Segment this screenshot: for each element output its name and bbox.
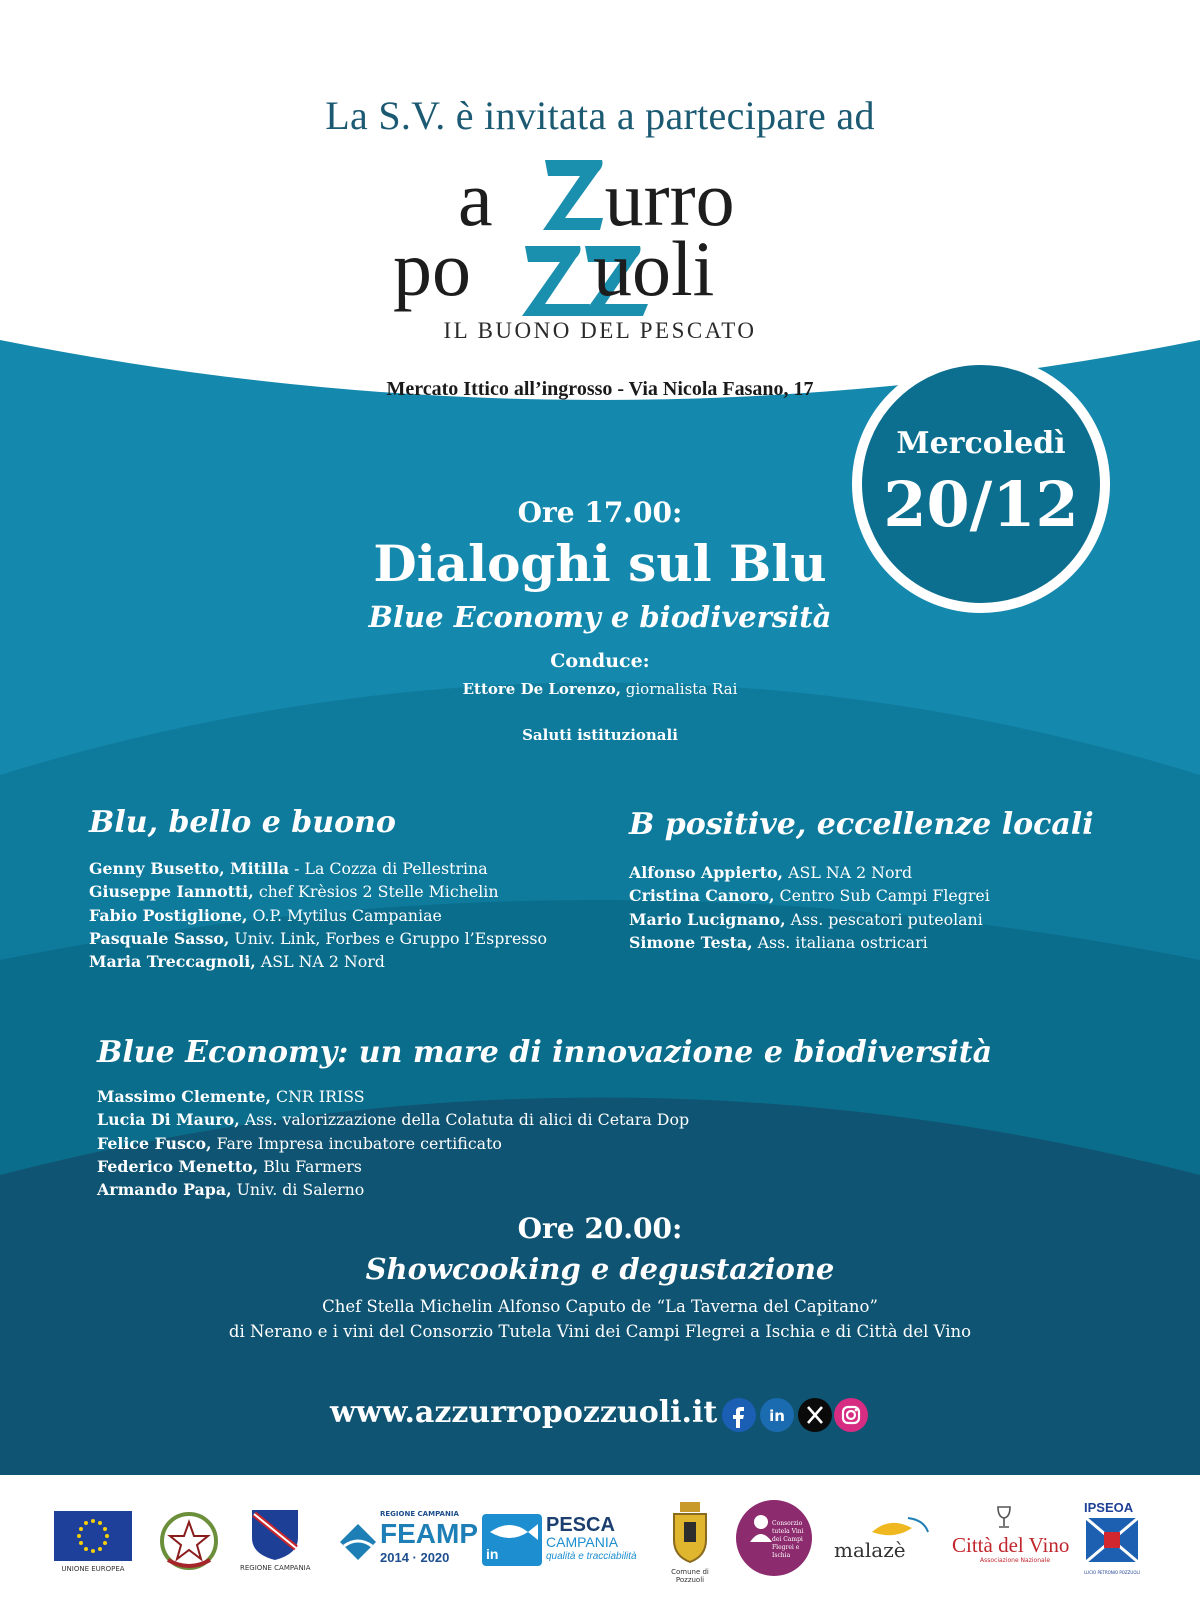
malaze-text: malazè [834, 1538, 906, 1562]
session2-time: Ore 20.00: [517, 1212, 683, 1245]
pesca-fish-badge [482, 1514, 542, 1566]
speaker-name: Mario Lucignano, [629, 909, 786, 929]
logo-line2-rest: uoli [593, 225, 715, 312]
italian-republic-emblem [158, 1510, 220, 1576]
fish-icon [482, 1514, 542, 1548]
invitation-text: La S.V. è invitata a partecipare ad [325, 93, 875, 138]
date-day: Mercoledì [896, 426, 1066, 461]
speaker-row [89, 857, 547, 880]
pesca-sub: qualità e tracciabilità [546, 1551, 637, 1562]
campania-crest-icon [240, 1508, 310, 1560]
facebook-icon[interactable] [722, 1398, 756, 1432]
svg-text:in: in [769, 1407, 785, 1425]
feamp-name: FEAMP [380, 1518, 478, 1549]
speaker-row [97, 1155, 689, 1178]
session1-time: Ore 17.00: [517, 496, 683, 529]
ipseoa-logo [1080, 1500, 1144, 1578]
speaker-name: Lucia Di Mauro, [97, 1110, 240, 1130]
session1-subtitle: Blue Economy e biodiversità [368, 600, 832, 634]
speaker-name: Simone Testa, [629, 932, 753, 952]
session2-line1: Chef Stella Michelin Alfonso Caputo de “La Taverna del Capitano” [322, 1297, 878, 1316]
campania-caption: REGIONE CAMPANIA [240, 1564, 311, 1572]
greetings: Saluti istituzionali [522, 726, 678, 744]
feamp-region: REGIONE CAMPANIA [380, 1510, 459, 1518]
moderator-role: giornalista Rai [621, 680, 738, 698]
speaker-row [629, 884, 990, 907]
speaker-row [629, 861, 990, 884]
speaker-name: Alfonso Appierto, [629, 863, 784, 882]
speaker-row [97, 1178, 689, 1201]
feamp-wave-icon [336, 1516, 380, 1568]
regione-campania-logo [240, 1508, 311, 1572]
wine-glass-icon [994, 1505, 1014, 1529]
speaker-role: Univ. Link, Forbes e Gruppo l’Espresso [229, 928, 548, 948]
moderator-name: Ettore De Lorenzo, [462, 680, 621, 698]
citta-vino-sub: Associazione Nazionale [980, 1557, 1051, 1564]
speaker-row [629, 931, 990, 954]
speaker-row [97, 1132, 689, 1155]
malaze-logo [832, 1514, 932, 1564]
speaker-row [97, 1085, 689, 1108]
speaker-role: Fare Impresa incubatore certificato [211, 1133, 502, 1153]
speaker-role: ASL NA 2 Nord [255, 952, 385, 972]
speaker-role: Ass. valorizzazione della Colatuta di alici di Cetara Dop [239, 1110, 690, 1130]
speaker-role: O.P. Mytilus Campaniae [247, 905, 442, 925]
speaker-role: Univ. di Salerno [231, 1180, 365, 1200]
speaker-role: CNR IRISS [270, 1087, 365, 1106]
website-link[interactable]: www.azzurropozzuoli.it [330, 1395, 718, 1430]
speaker-row [89, 904, 547, 927]
speaker-name: Armando Papa, [97, 1180, 232, 1200]
panel2-title: B positive, eccellenze locali [629, 807, 1094, 842]
pozzuoli-caption: Comune di Pozzuoli [671, 1568, 709, 1584]
session1-title: Dialoghi sul Blu [373, 534, 827, 593]
speaker-name: Federico Menetto, [97, 1156, 259, 1176]
citta-vino-text: Città del Vino [952, 1533, 1070, 1557]
speaker-name: Massimo Clemente, [97, 1087, 271, 1106]
pesca-region: CAMPANIA [546, 1534, 619, 1550]
logo-line1-rest: urro [604, 155, 735, 242]
speaker-row [89, 880, 547, 903]
pesca-name: PESCA [546, 1514, 615, 1536]
eu-logo [54, 1511, 132, 1573]
speaker-role: Ass. pescatori puteolani [785, 909, 983, 929]
comune-pozzuoli-logo [660, 1500, 720, 1584]
pesca-campania-logo [482, 1514, 640, 1566]
speaker-role: Blu Farmers [258, 1156, 362, 1176]
speaker-row [89, 927, 547, 950]
speaker-name: Maria Treccagnoli, [89, 952, 256, 972]
eu-flag-icon [54, 1511, 132, 1561]
panel2-speakers [629, 861, 990, 954]
pesca-in: in [486, 1546, 499, 1562]
speaker-role: chef Krèsios 2 Stelle Michelin [253, 882, 499, 902]
logo-line2-po: po [393, 225, 471, 312]
logo-line1-a: a [458, 155, 493, 242]
speaker-row [629, 908, 990, 931]
ipseoa-crest-icon [1084, 1516, 1140, 1568]
speaker-name: Pasquale Sasso, [89, 928, 230, 948]
pozzuoli-crest-icon [660, 1500, 720, 1564]
instagram-icon[interactable] [834, 1398, 868, 1432]
session2-title: Showcooking e degustazione [365, 1252, 835, 1286]
speaker-row [89, 950, 547, 973]
panel1-speakers [89, 857, 547, 973]
feamp-years: 2014 · 2020 [380, 1550, 450, 1565]
linkedin-icon[interactable] [760, 1398, 794, 1432]
speaker-role: ASL NA 2 Nord [783, 863, 913, 882]
ipseoa-text: IPSEOA [1084, 1500, 1134, 1515]
consorzio-vini-logo [736, 1500, 816, 1576]
speaker-name: Cristina Canoro, [629, 886, 775, 906]
speaker-role: Ass. italiana ostricari [752, 932, 928, 952]
speaker-role: Centro Sub Campi Flegrei [774, 886, 990, 906]
date-number: 20/12 [883, 468, 1079, 541]
speaker-name: Genny Busetto, Mitilla [89, 859, 290, 878]
citta-del-vino-logo [950, 1505, 1070, 1565]
speaker-role: - La Cozza di Pellestrina [289, 859, 488, 878]
tagline: IL BUONO DEL PESCATO [443, 318, 757, 343]
consorzio-caption: Consorzio tutela Vini dei Campi Flegrei e Ischia [772, 1520, 804, 1559]
session2-line2: di Nerano e i vini del Consorzio Tutela Vini dei Campi Flegrei a Ischia e di Città del Vino [228, 1322, 972, 1341]
moderator-label: Conduce: [550, 650, 650, 672]
venue-address: Mercato Ittico all’ingrosso - Via Nicola Fasano, 17 [386, 378, 814, 400]
panel3-speakers [97, 1085, 689, 1201]
x-icon[interactable] [798, 1398, 832, 1432]
eu-caption: UNIONE EUROPEA [61, 1565, 125, 1573]
speaker-name: Felice Fusco, [97, 1133, 212, 1153]
speaker-row [97, 1108, 689, 1131]
panel3-title: Blue Economy: un mare di innovazione e biodiversità [97, 1035, 993, 1070]
ipseoa-sub: LUCIO PETRONIO POZZUOLI [1084, 1570, 1140, 1575]
speaker-name: Fabio Postiglione, [89, 905, 248, 925]
emblem-icon [158, 1510, 220, 1572]
moderator [0, 680, 1200, 698]
speaker-name: Giuseppe Iannotti, [89, 882, 254, 902]
panel1-title: Blu, bello e buono [89, 805, 396, 840]
